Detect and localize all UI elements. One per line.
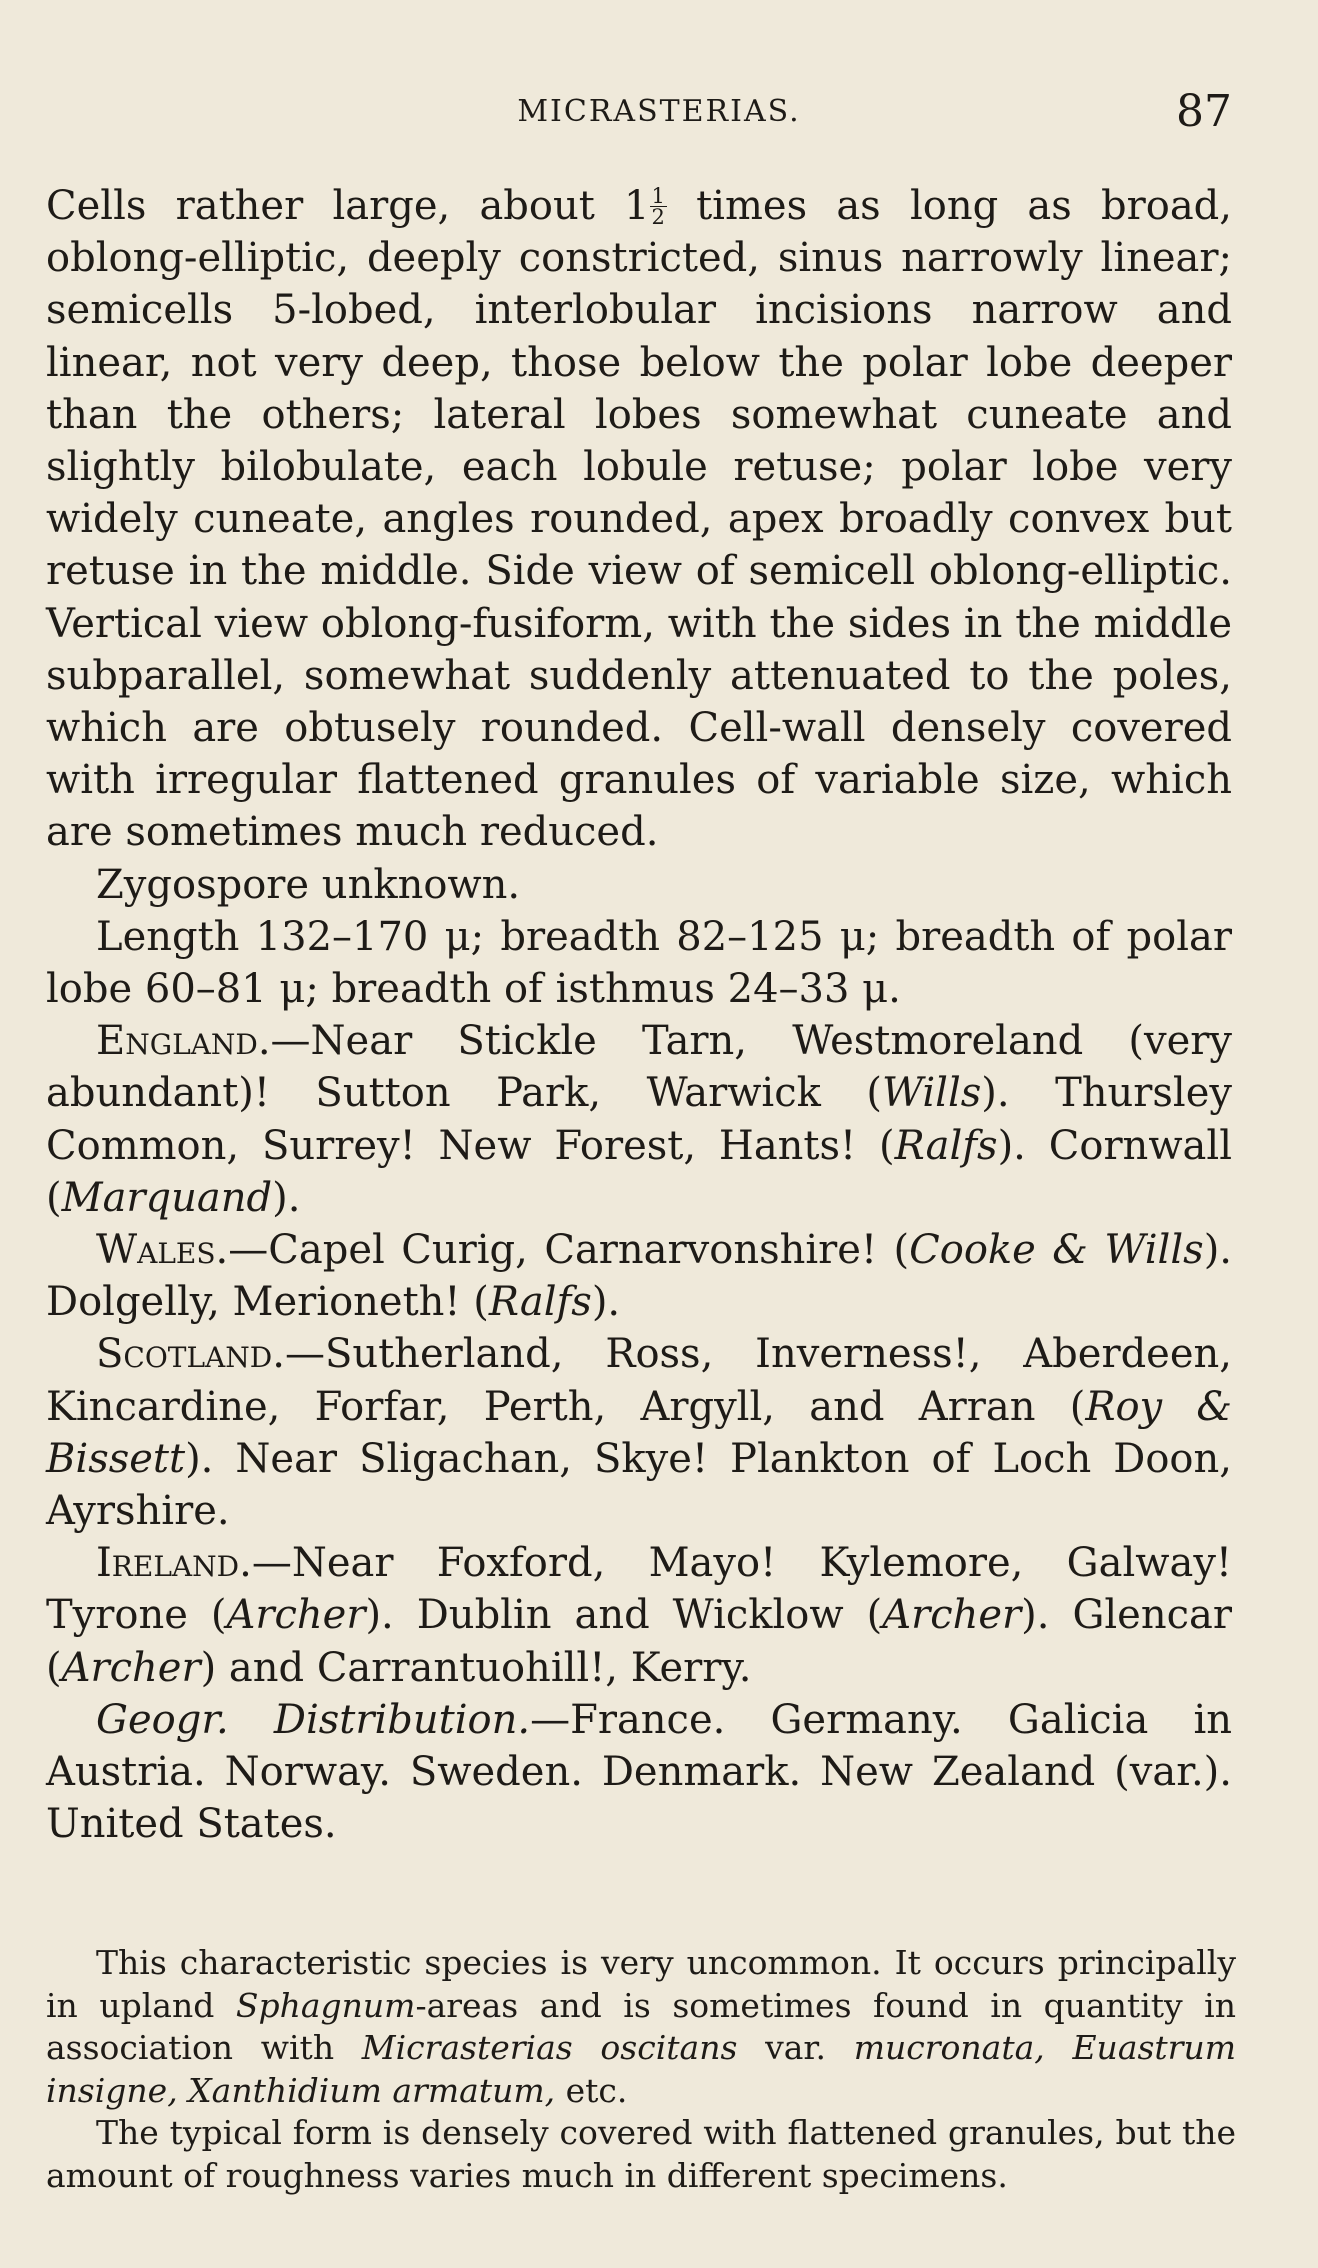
locality-text: ). [272,1174,301,1221]
distribution-label: Geogr. Distribution. [96,1696,531,1743]
species-description [46,180,1232,1851]
note-text: -areas and is sometimes found in quantity in association with [46,1985,1236,2067]
fraction-one-half [650,186,667,227]
measurements: Length 132–170 μ; breadth 82–125 μ; breadth of polar lobe 60–81 μ; breadth of isthmus 24–33 μ. [46,913,1232,1013]
locality-england [46,1015,1232,1224]
locality-text: ). Dolgelly, Merioneth! ( [46,1227,1233,1326]
collector-name: Archer [882,1592,1022,1639]
region-label: Wales. [96,1227,229,1274]
taxon-name: Sphagnum [235,1985,416,2025]
locality-text: —Capel Curig, Carnarvonshire! ( [228,1227,910,1274]
collector-name: Cooke & Wills [909,1227,1204,1274]
region-label: Ireland. [96,1540,252,1587]
locality-scotland [46,1328,1232,1537]
fraction-denominator: 2 [651,205,665,229]
note-paragraph: The typical form is densely covered with flattened granules, but the amount of roughness varies much in different specimens. [46,2113,1236,2195]
zygospore-note: Zygospore unknown. [96,861,521,908]
locality-text: —Near Stickle Tarn, Westmoreland (very abundant)! Sutton Park, Warwick ( [46,1018,1232,1117]
running-title: MICRASTERIAS. [517,94,801,129]
geographic-distribution [46,1694,1232,1851]
locality-text: ) and Carrantuohill!, Kerry. [200,1644,752,1691]
locality-text: —Near Foxford, Mayo! Kylemore, Galway! Tyrone ( [46,1540,1232,1639]
collector-name: Marquand [61,1174,273,1221]
region-label: Scotland. [96,1331,285,1378]
locality-text: —Sutherland, Ross, Inverness!, Aberdeen, Kincardine, Forfar, Perth, Argyll, and Arran ( [46,1331,1232,1430]
taxon-name: mucronata, Euastrum insigne, Xanthidium armatum, [46,2028,1237,2110]
distribution-text: —France. Germany. Galicia in Austria. Norway. Sweden. Denmark. New Zealand (var.). United States. [46,1696,1233,1848]
locality-text: ). [591,1279,621,1326]
running-head [0,86,1318,140]
description-text-cont: times as long as broad, oblong-elliptic, deeply constricted, sinus narrowly linear; semicells 5-lobed, interlobular incisions narrow and linear, not very deep, those below the polar lobe deeper than the others; lateral lobes somewhat cuneate and slightly bilobulate, each lobule retuse; polar lobe very widely cuneate, angles rounded, apex broadly convex but retuse in the middle. Side view of semicell oblong-elliptic. Vertical view oblong-fusiform, with the sides in the middle subparallel, somewhat suddenly attenuated to the poles, which are obtusely rounded. Cell-wall densely covered with irregular flattened granules of variable size, which are sometimes much reduced. [46,183,1233,856]
note-text: This characteristic species is very uncommon. It occurs principally in upland [46,1943,1236,2025]
locality-ireland [46,1537,1232,1694]
collector-name: Roy & Bissett [46,1383,1232,1482]
locality-text: ). Near Sligachan, Skye! Plankton of Loch Doon, Ayrshire. [46,1435,1232,1535]
collector-name: Ralfs [894,1122,998,1169]
description-paragraph [46,180,1232,859]
taxon-name: Micrasterias oscitans [361,2028,738,2067]
locality-text: ). Cornwall ( [46,1122,1232,1221]
locality-text: ). Thursley Common, Surrey! New Forest, Hants! ( [46,1070,1232,1169]
note-text: etc. [555,2070,628,2110]
description-text: Cells rather large, about 1 [46,183,650,229]
species-notes [46,1942,1236,2197]
locality-text: ). Glencar ( [46,1592,1232,1691]
note-text: var. [737,2028,854,2067]
collector-name: Wills [881,1070,982,1117]
page-number: 87 [1176,86,1232,137]
collector-name: Archer [226,1592,366,1639]
region-label: England. [96,1018,271,1065]
fraction-numerator: 1 [651,184,665,208]
note-paragraph [46,1942,1236,2112]
collector-name: Ralfs [488,1279,592,1326]
locality-text: ). Dublin and Wicklow ( [365,1592,883,1639]
collector-name: Archer [61,1644,201,1691]
locality-wales [46,1224,1232,1328]
